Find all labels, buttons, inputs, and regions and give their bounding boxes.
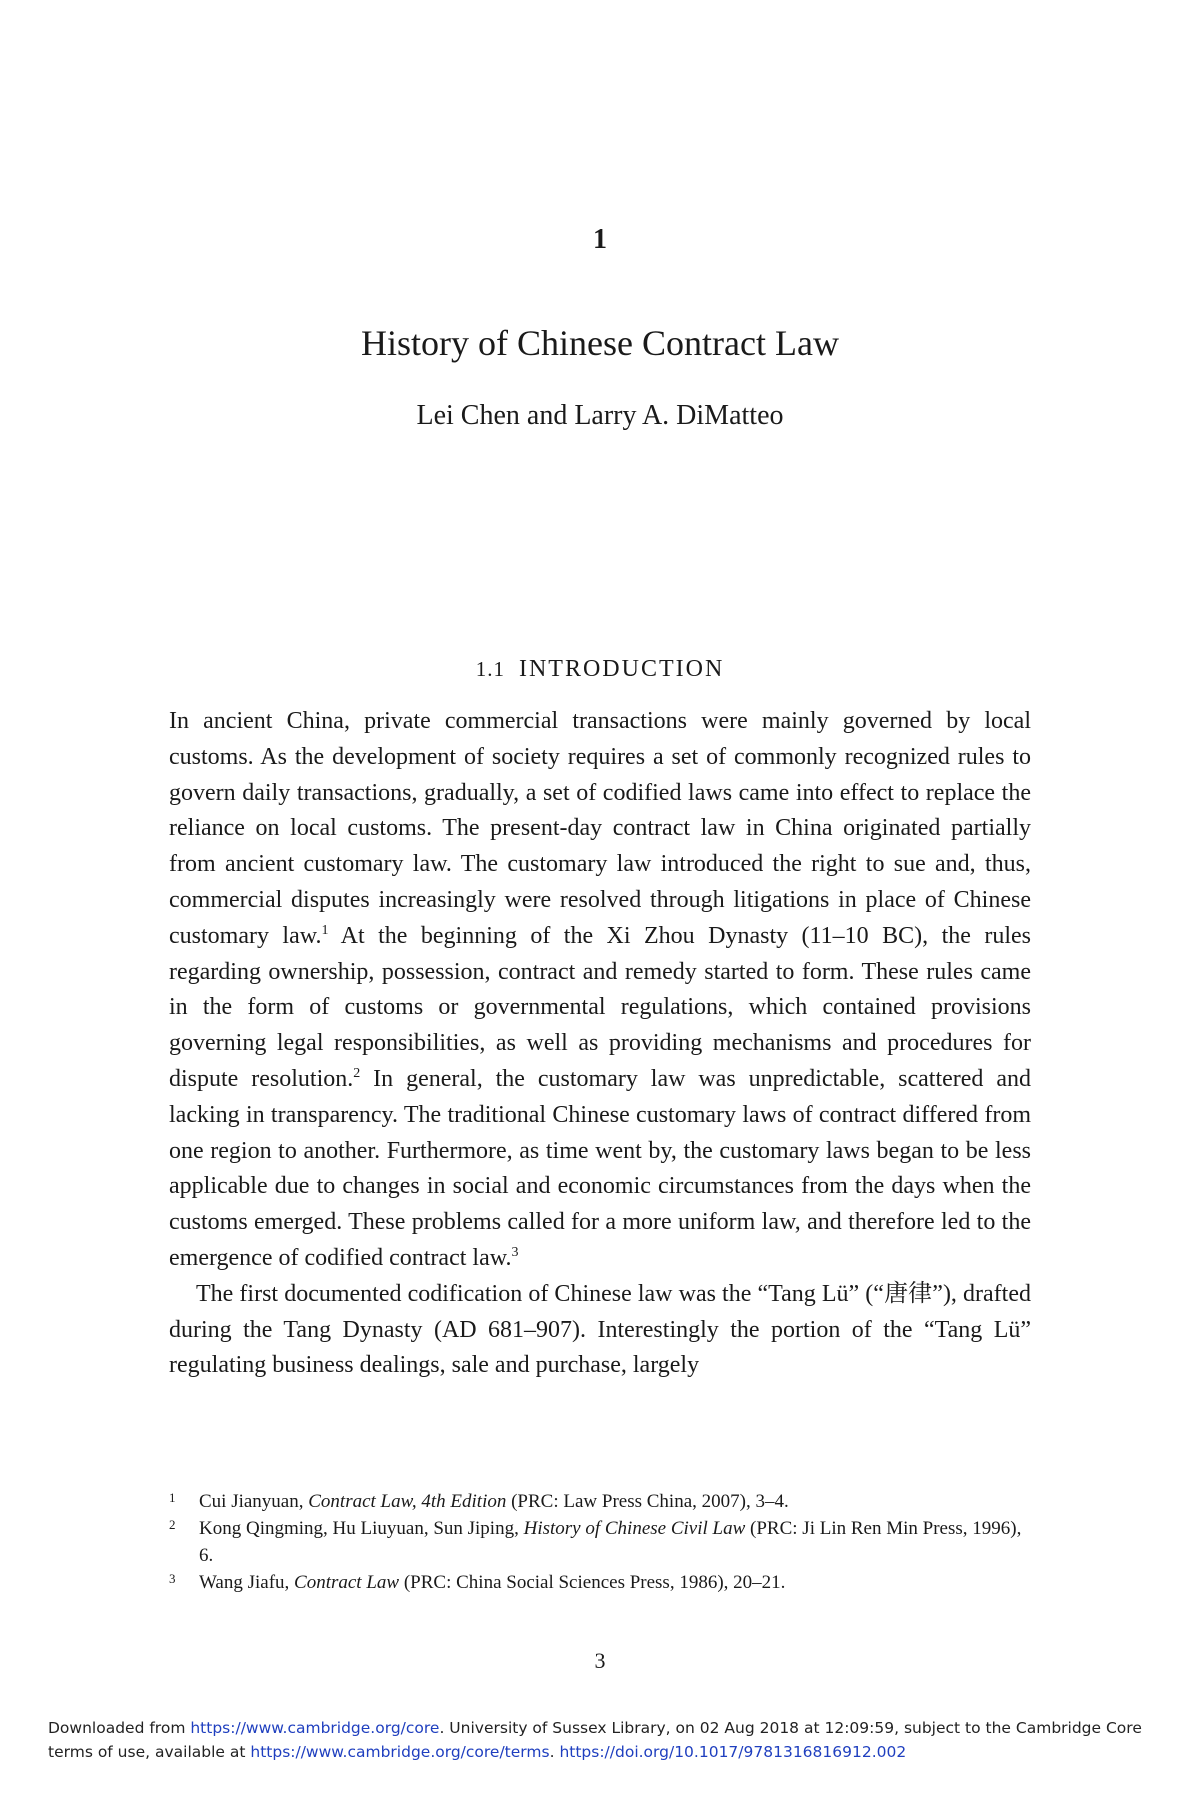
footnote-text: Cui Jianyuan, bbox=[199, 1491, 309, 1512]
footnote-2 bbox=[169, 1515, 1031, 1569]
footnote-mark: 1 bbox=[169, 1490, 176, 1505]
footnote-3 bbox=[169, 1569, 1031, 1596]
footnote-italic-title: History of Chinese Civil Law bbox=[523, 1518, 746, 1539]
footnote-text: Wang Jiafu, bbox=[199, 1572, 295, 1593]
paragraph-1-part-a: In ancient China, private commercial transactions were mainly governed by local customs. As the development of society requires a set of commonly recognized rules to govern daily transactions, gradually, a set of codified laws came into effect to replace the reliance on local customs. The present-day contract law in China originated partially from ancient customary law. The customary law introduced the right to sue and, thus, commercial disputes increasingly were resolved through litigations in place of Chinese customary law. bbox=[169, 708, 1031, 949]
footnote-text: (PRC: China Social Sciences Press, 1986), 20–21. bbox=[399, 1572, 786, 1593]
terms-link[interactable]: https://www.cambridge.org/core/terms bbox=[250, 1743, 550, 1761]
chapter-number: 1 bbox=[593, 224, 607, 255]
paragraph-2: The first documented codification of Chinese law was the “Tang Lü” (“唐律”), drafted during the Tang Dynasty (AD 681–907). Interestingly the portion of the “Tang Lü” regulating business dealings, sale and purchase, largely bbox=[169, 1280, 1031, 1379]
download-notice bbox=[48, 1716, 1168, 1764]
download-prefix: Downloaded from bbox=[48, 1719, 191, 1737]
cambridge-core-link[interactable]: https://www.cambridge.org/core bbox=[190, 1719, 440, 1737]
footnote-italic-title: Contract Law bbox=[294, 1572, 400, 1593]
chapter-authors: Lei Chen and Larry A. DiMatteo bbox=[416, 400, 784, 431]
footnote-text: (PRC: Law Press China, 2007), 3–4. bbox=[506, 1491, 789, 1512]
footnote-ref-3[interactable]: 3 bbox=[511, 1244, 519, 1260]
footnote-italic-title: Contract Law, 4th Edition bbox=[308, 1491, 507, 1512]
paragraph-1-part-c: In general, the customary law was unpredictable, scattered and lacking in transparency. The traditional Chinese customary laws of contract differed from one region to another. Furthermore, as time went by, the customary laws began to be less applicable due to changes in social and economic circumstances from the days when the customs emerged. These problems called for a more uniform law, and therefore led to the emergence of codified contract law. bbox=[169, 1065, 1031, 1271]
download-separator: . bbox=[549, 1743, 560, 1761]
footnote-text: Kong Qingming, Hu Liuyuan, Sun Jiping, bbox=[199, 1518, 524, 1539]
footnote-mark: 2 bbox=[169, 1517, 176, 1532]
section-title: INTRODUCTION bbox=[518, 656, 725, 682]
section-heading bbox=[0, 656, 1200, 683]
footnotes bbox=[169, 1488, 1031, 1596]
paragraph-1 bbox=[169, 704, 1031, 1277]
page-number: 3 bbox=[594, 1648, 606, 1673]
footnote-1 bbox=[169, 1488, 1031, 1515]
footnote-ref-2[interactable]: 2 bbox=[353, 1065, 361, 1081]
footnote-text: (PRC: Ji Lin Ren Min Press, 1996), 6. bbox=[199, 1518, 1022, 1566]
chapter-title: History of Chinese Contract Law bbox=[361, 323, 839, 363]
section-number: 1.1 bbox=[475, 657, 505, 681]
body-text bbox=[169, 704, 1031, 1384]
footnote-ref-1[interactable]: 1 bbox=[321, 922, 329, 938]
doi-link[interactable]: https://doi.org/10.1017/9781316816912.002 bbox=[559, 1743, 907, 1761]
download-middle: . University of Sussex Library, on 02 Aug 2018 at 12:09:59, subject to the Cambridge Core terms of use, available at bbox=[48, 1719, 1142, 1761]
paragraph-1-part-b: At the beginning of the Xi Zhou Dynasty (11–10 BC), the rules regarding ownership, possession, contract and remedy started to form. These rules came in the form of customs or governmental regulations, which contained provisions governing legal responsibilities, as well as providing mechanisms and procedures for dispute resolution. bbox=[169, 922, 1031, 1092]
footnote-mark: 3 bbox=[169, 1571, 176, 1586]
